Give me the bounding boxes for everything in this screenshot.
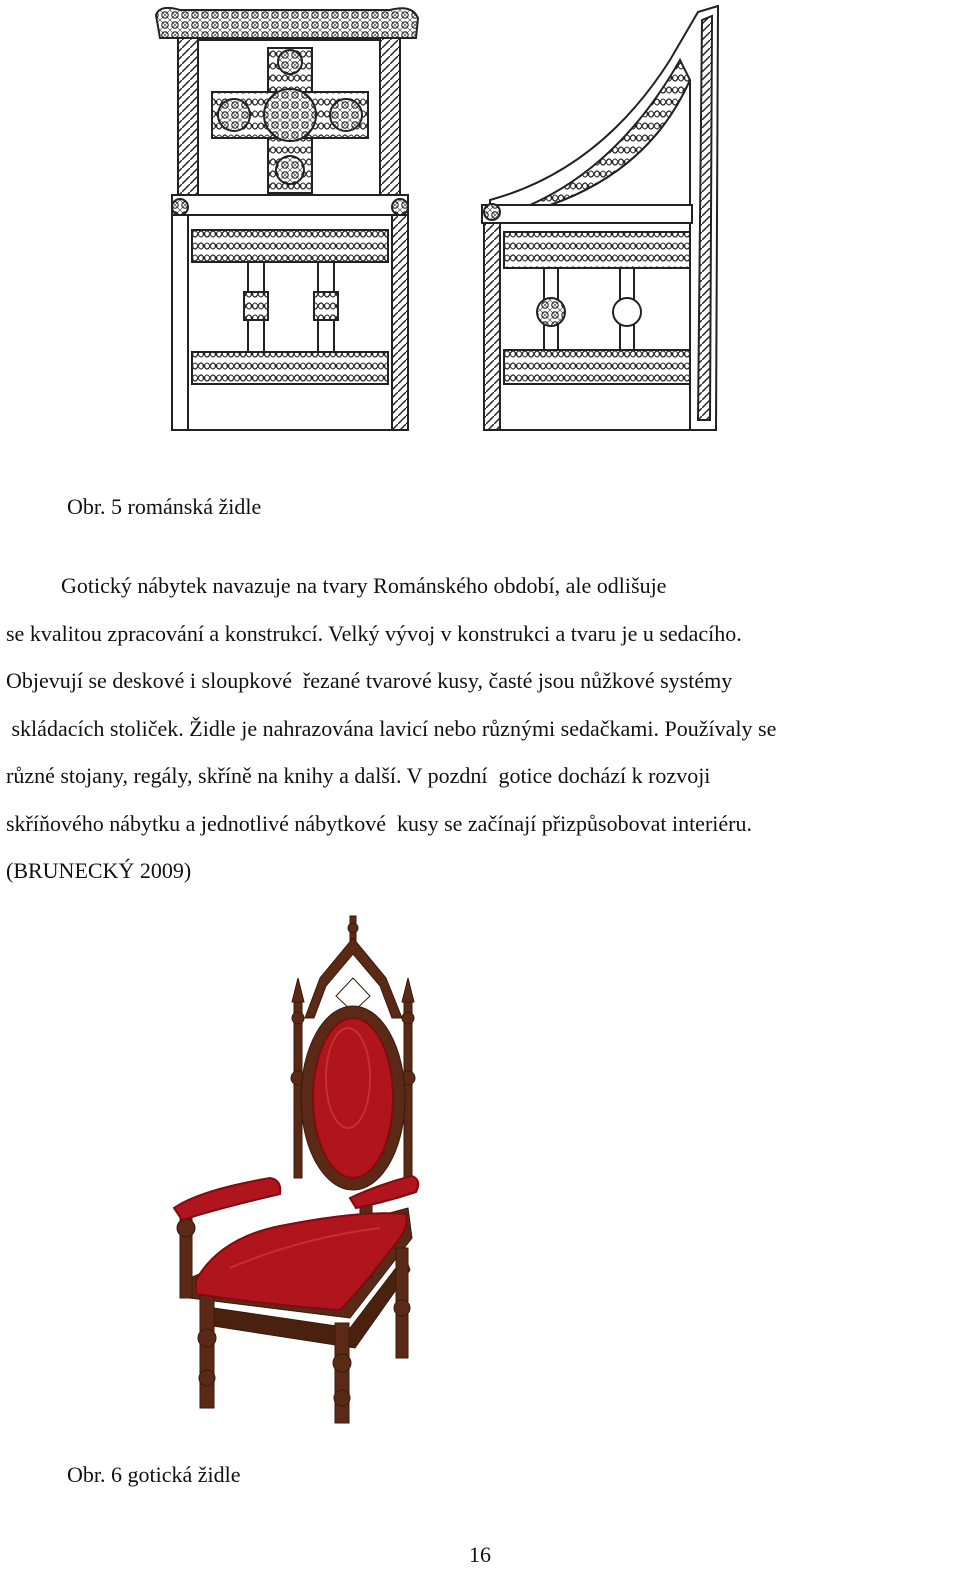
front-chair	[156, 8, 418, 430]
citation: (BRUNECKÝ 2009)	[6, 858, 192, 883]
side-chair	[482, 6, 718, 430]
gothic-armchair-image	[160, 908, 430, 1428]
figure-romanesque-chair	[150, 0, 740, 440]
body-paragraph	[6, 562, 956, 895]
paragraph-line: Objevují se deskové i sloupkové řezané tvarové kusy, časté jsou nůžkové systémy	[6, 668, 733, 693]
paragraph-line: různé stojany, regály, skříně na knihy a další. V pozdní gotice dochází k rozvoji	[6, 763, 711, 788]
figure-gothic-chair	[160, 908, 430, 1428]
paragraph-line: skládacích stoliček. Židle je nahrazována lavicí nebo různými sedačkami. Používaly se	[6, 715, 777, 741]
figure-caption-romanesque: Obr. 5 románská židle	[67, 494, 262, 519]
romanesque-chair-drawing	[150, 0, 740, 440]
chair-frame	[177, 916, 415, 1423]
paragraph-line: se kvalitou zpracování a konstrukcí. Velký vývoj v konstrukci a tvaru je u sedacího.	[6, 620, 742, 646]
page-number: 16	[469, 1542, 491, 1567]
paragraph-line: skříňového nábytku a jednotlivé nábytkové kusy se začínají přizpůsobovat interiéru.	[6, 810, 752, 836]
figure-caption-gothic: Obr. 6 gotická židle	[67, 1462, 241, 1487]
paragraph-line: Gotický nábytek navazuje na tvary Románského období, ale odlišuje	[6, 573, 667, 598]
